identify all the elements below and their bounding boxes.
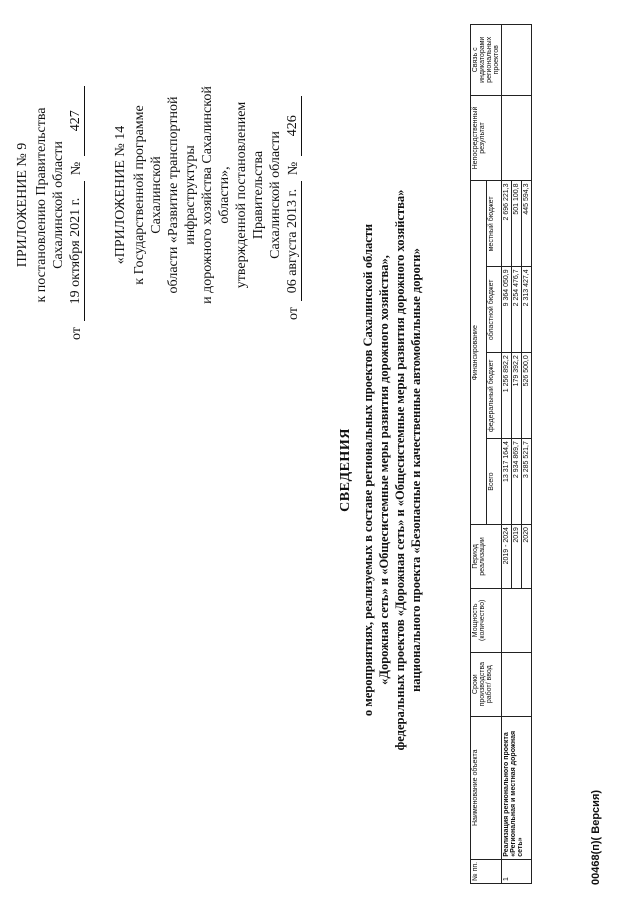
- cell-no: 1: [502, 859, 532, 883]
- appendix-14-block: [112, 70, 302, 320]
- header-name: Наименование объекта: [471, 716, 502, 859]
- appendix-14-line5: Сахалинской области: [268, 131, 283, 259]
- cell-federal: 526 500,0: [522, 353, 532, 439]
- cell-period: 2019 - 2024: [502, 525, 512, 589]
- header-total: Всего: [486, 439, 502, 525]
- appendix-9-block: [14, 70, 85, 340]
- appendix-14-num-label: №: [286, 161, 301, 176]
- appendix-14-number: 426: [284, 96, 302, 156]
- appendix-9-date-row: [67, 70, 85, 340]
- header-capacity: Мощность (количество): [471, 588, 502, 652]
- appendix-14-line3: и дорожного хозяйства Сахалинской области»,: [200, 86, 232, 304]
- appendix-9-date: 19 октября 2021 г.: [67, 181, 85, 321]
- cell-local: 2 696 221,3: [502, 181, 512, 267]
- appendix-14-date: 06 августа 2013 г.: [284, 181, 302, 301]
- header-no: № пп.: [471, 859, 502, 883]
- appendix-9-line1: к постановлению Правительства: [34, 107, 49, 303]
- appendix-9-num-label: №: [69, 161, 84, 176]
- cell-local: 445 594,3: [522, 181, 532, 267]
- appendix-14-title: «ПРИЛОЖЕНИЕ № 14: [113, 125, 128, 265]
- appendix-9-line2: Сахалинской области: [51, 141, 66, 269]
- cell-name: Реализация регионального проекта «Региональная и местная дорожная сеть»: [502, 716, 532, 859]
- table-row: [502, 25, 512, 884]
- version-footer: 00468(п)( Версия): [590, 789, 602, 885]
- cell-result: [502, 95, 532, 181]
- cell-federal: 1 256 892,2: [502, 353, 512, 439]
- header-period: Период реализации: [471, 525, 502, 589]
- cell-link: [502, 25, 532, 96]
- appendix-14-line4: утвержденной постановлением Правительства: [234, 101, 266, 289]
- cell-terms: [502, 652, 532, 716]
- header-link: Связь с индикаторами региональных проектов: [471, 25, 502, 96]
- document-heading: [338, 60, 424, 880]
- cell-period: 2019: [512, 525, 522, 589]
- cell-capacity: [502, 588, 532, 652]
- cell-regional: 2 254 476,7: [512, 267, 522, 353]
- header-regional: областной бюджет: [486, 267, 502, 353]
- appendix-9-number: 427: [67, 86, 85, 156]
- header-terms: Сроки производства работ/ ввод: [471, 652, 502, 716]
- header-result: Непосредственный результат: [471, 95, 502, 181]
- cell-total: 13 317 164,4: [502, 439, 512, 525]
- header-financing: Финансирование: [471, 181, 487, 525]
- cell-local: 501 100,8: [512, 181, 522, 267]
- appendix-14-line2: области «Развитие транспортной инфраструктуры: [166, 96, 198, 294]
- appendix-9-from-label: от: [69, 327, 84, 340]
- cell-regional: 2 313 427,4: [522, 267, 532, 353]
- cell-total: 2 934 869,7: [512, 439, 522, 525]
- cell-total: 3 285 521,7: [522, 439, 532, 525]
- appendix-14-date-row: [284, 70, 302, 320]
- appendix-14-line1: к Государственной программе Сахалинской: [132, 105, 164, 285]
- measures-table: [470, 24, 532, 884]
- header-local: местный бюджет: [486, 181, 502, 267]
- heading-line2: «Дорожная сеть» и «Общесистемные меры развития дорожного хозяйства»,: [377, 255, 391, 685]
- header-federal: федеральный бюджет: [486, 353, 502, 439]
- cell-period: 2020: [522, 525, 532, 589]
- appendix-14-from-label: от: [286, 307, 301, 320]
- heading-line1: о мероприятиях, реализуемых в составе региональных проектов Сахалинской области: [361, 223, 375, 717]
- cell-regional: 9 364 050,9: [502, 267, 512, 353]
- cell-federal: 179 392,2: [512, 353, 522, 439]
- heading-line4: национального проекта «Безопасные и качественные автомобильные дороги»: [409, 248, 423, 692]
- heading-title: СВЕДЕНИЯ: [338, 428, 353, 512]
- appendix-9-title: ПРИЛОЖЕНИЕ № 9: [15, 142, 30, 268]
- heading-line3: федеральных проектов «Дорожная сеть» и «Общесистемные меры развития дорожного хозяйства»: [393, 189, 407, 751]
